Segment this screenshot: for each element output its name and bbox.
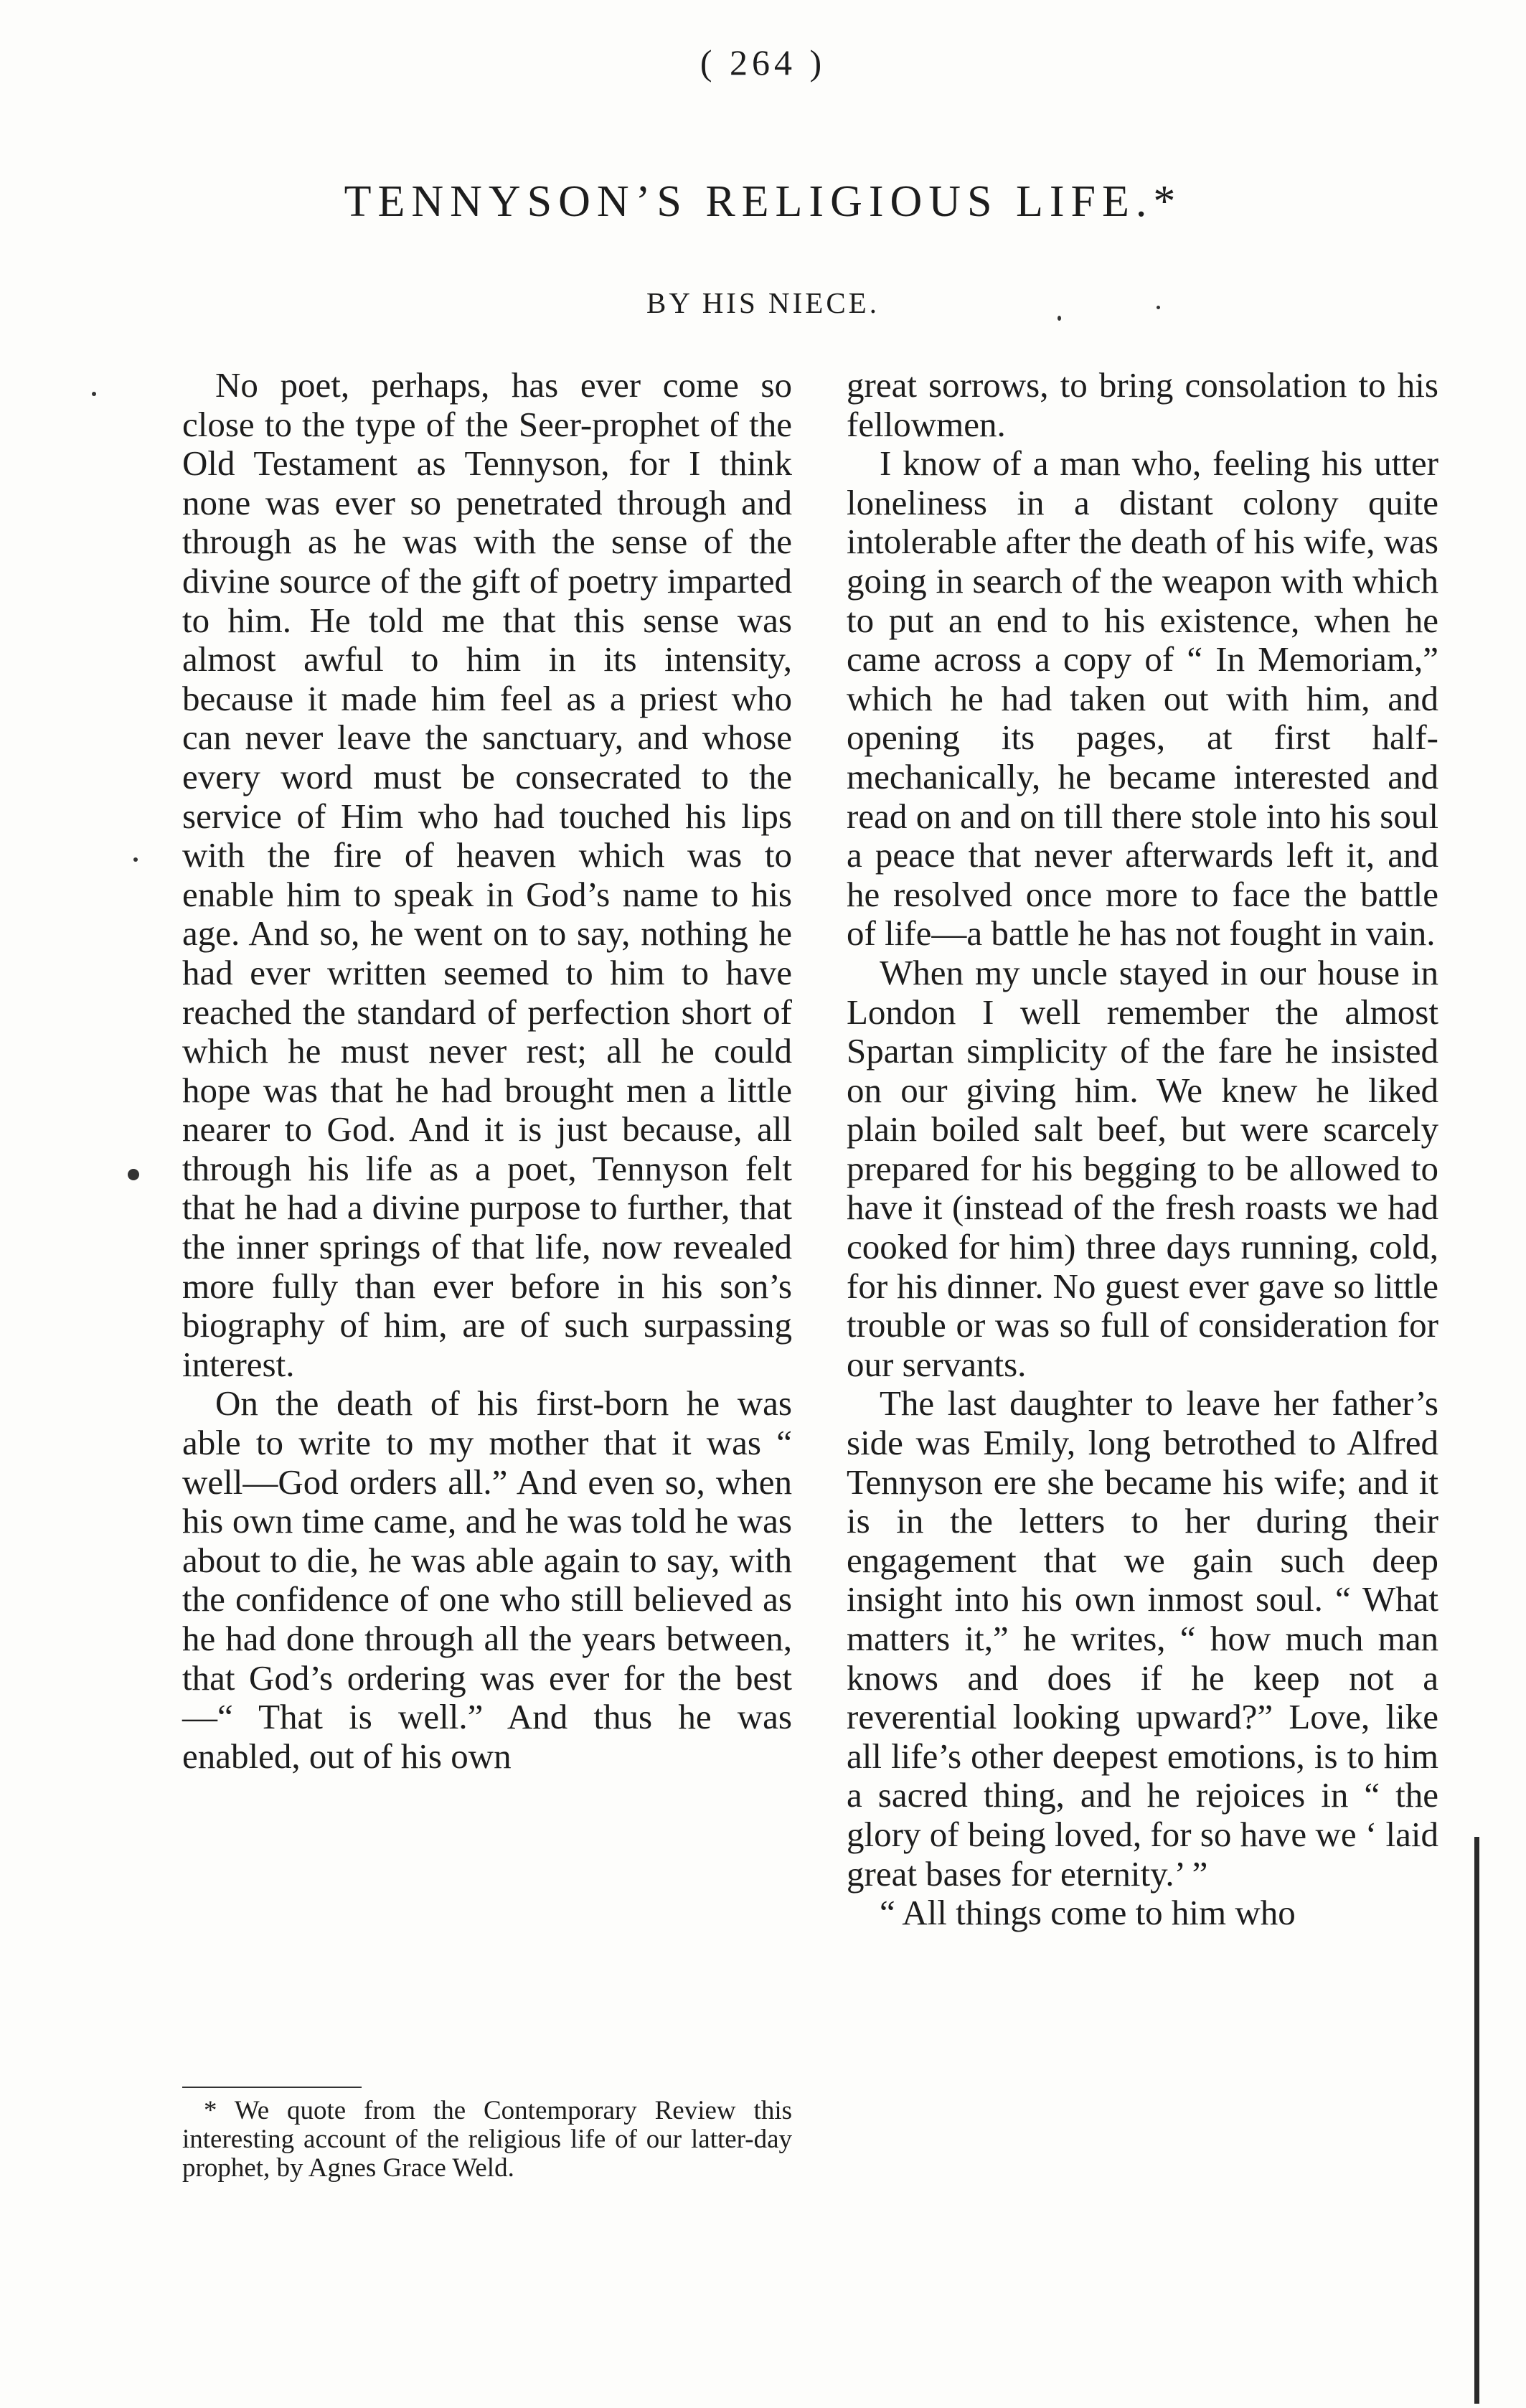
- print-speck: [128, 1169, 139, 1180]
- right-column: [847, 366, 1438, 1933]
- paragraph: The last daughter to leave her father’s side was Emily, long betrothed to Alfred Tennyson ere she became his wife; and it is in the letters to her during their engagement that we gain such deep insight into his own inmost soul. “ What matters it,” he writes, “ how much man knows and does if he keep not a reverential looking upward?” Love, like all life’s other deepest emotions, is to him a sacred thing, and he rejoices in “ the glory of being loved, for so have we ‘ laid great bases for eternity.’ ”: [847, 1383, 1438, 1894]
- footnote: [182, 2097, 792, 2183]
- page-number: ( 264 ): [700, 42, 826, 83]
- margin-bar: [1474, 1837, 1479, 2404]
- footnote-text: We quote from the Contemporary Review this interesting account of the religious life of our latter-day prophet, by Agnes Grace Weld.: [182, 2096, 792, 2183]
- print-speck: [92, 392, 96, 396]
- paragraph: “ All things come to him who: [880, 1893, 1296, 1933]
- paragraph: I know of a man who, feeling his utter loneliness in a distant colony quite intolerable after the death of his wife, was going in search of the weapon with which to put an end to his existence, when he came across a copy of “ In Memoriam,” which he had taken out with him, and opening its pages, at first half-mechanically, he became interested and read on and on till there stole into his soul a peace that never afterwards left it, and he resolved once more to face the battle of life—a battle he has not fought in vain.: [847, 443, 1438, 954]
- paragraph: great sorrows, to bring consolation to his fellowmen.: [847, 365, 1438, 444]
- article-title: TENNYSON’S RELIGIOUS LIFE.*: [344, 177, 1182, 226]
- print-speck: [1058, 316, 1061, 321]
- paragraph: No poet, perhaps, has ever come so close to the type of the Seer-prophet of the Old Testament as Tennyson, for I think none was ever so penetrated through and through as he was with the sense of the divine source of the gift of poetry imparted to him. He told me that this sense was almost awful to him in its intensity, because it made him feel as a priest who can never leave the sanctuary, and whose every word must be consecrated to the service of Him who had touched his lips with the fire of heaven which was to enable him to speak in God’s name to his age. And so, he went on to say, nothing he had ever written seemed to him to have reached the standard of perfection short of which he must never rest; all he could hope was that he had brought men a little nearer to God. And it is just because, all through his life as a poet, Tennyson felt that he had a divine purpose to further, that the inner springs of that life, now revealed more fully than ever before in his son’s biography of him, are of such surpassing interest.: [182, 365, 792, 1384]
- left-column: [182, 366, 792, 1776]
- paragraph: On the death of his first-born he was able to write to my mother that it was “ well—God orders all.” And even so, when his own time came, and he was told he was about to die, he was able again to say, with the confidence of one who still believed as he had done through all the years between, that God’s ordering was ever for the best—“ That is well.” And thus he was enabled, out of his own: [182, 1383, 792, 1776]
- print-speck: [133, 857, 138, 862]
- byline: BY HIS NIECE.: [646, 286, 880, 319]
- footnote-rule: [182, 2087, 362, 2088]
- paragraph: When my uncle stayed in our house in London I well remember the almost Spartan simplicity of the fare he insisted on our giving him. We knew he liked plain boiled salt beef, but were scarcely prepared for his begging to be allowed to have it (instead of the fresh roasts we had cooked for him) three days running, cold, for his dinner. No guest ever gave so little trouble or was so full of consideration for our servants.: [847, 952, 1438, 1384]
- print-speck: [1157, 306, 1160, 309]
- footnote-mark: *: [204, 2096, 217, 2125]
